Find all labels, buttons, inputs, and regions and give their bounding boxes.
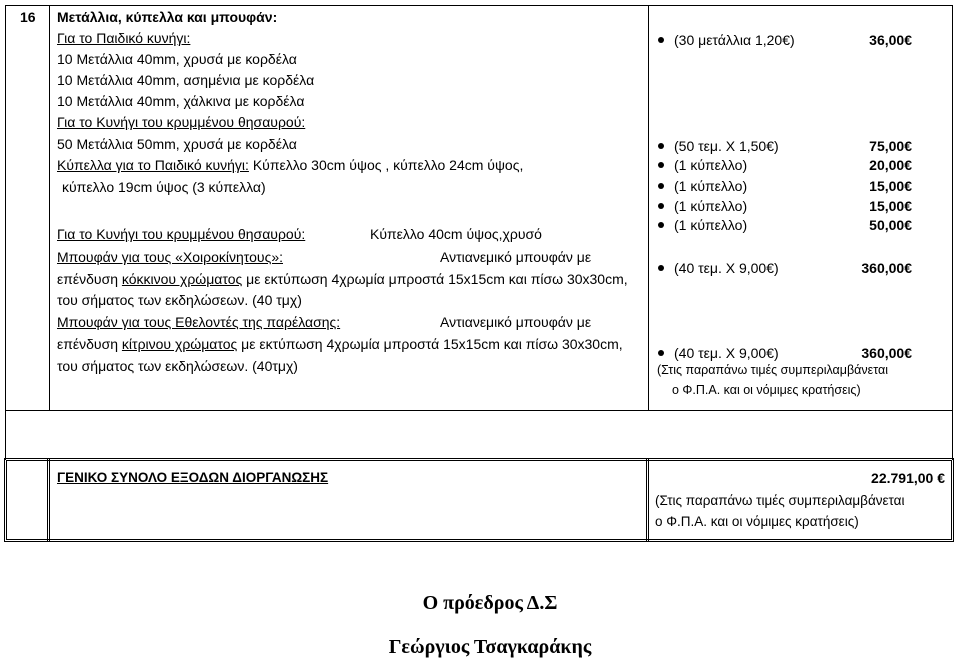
price-label: (50 τεμ. Χ 1,50€) xyxy=(674,138,779,154)
signature-title: Ο πρόεδρος Δ.Σ xyxy=(422,592,558,614)
treasure-hunt-label: Για το Κυνήγι του κρυμμένου θησαυρού: xyxy=(57,114,306,130)
cup-treasure-text: Κύπελλο 40cm ύψος,χρυσό xyxy=(370,226,542,242)
jacket-red-pre: επένδυση xyxy=(57,271,119,287)
table-border-left xyxy=(5,410,6,460)
total-note-line-2: ο Φ.Π.Α. και οι νόμιμες κρατήσεις) xyxy=(655,514,859,529)
medal-bronze-40-line: 10 Μετάλλια 40mm, χάλκινα με κορδέλα xyxy=(57,93,305,109)
medal-gold-40-line: 10 Μετάλλια 40mm, χρυσά με κορδέλα xyxy=(57,51,297,67)
jacket-yellow-color: κίτρινου χρώματος xyxy=(121,336,238,352)
medal-gold-50-line: 50 Μετάλλια 50mm, χρυσά με κορδέλα xyxy=(57,136,297,152)
jacket-yellow-intro: Αντιανεμικό μπουφάν με xyxy=(440,314,592,330)
jacket-red-end: του σήματος των εκδηλώσεων. (40 τμχ) xyxy=(57,292,302,308)
cups-children-text: Κύπελλο 30cm ύψος , κύπελλο 24cm ύψος, xyxy=(252,157,524,173)
total-label: ΓΕΝΙΚΟ ΣΥΝΟΛΟ ΕΞΟΔΩΝ ΔΙΟΡΓΑΝΩΣΗΣ xyxy=(57,470,329,485)
price-label: (1 κύπελλο) xyxy=(674,157,748,173)
price-label: (40 τεμ. Χ 9,00€) xyxy=(674,345,779,361)
price-note-line-1: (Στις παραπάνω τιμές συμπεριλαμβάνεται xyxy=(657,363,888,377)
price-amount: 20,00€ xyxy=(869,157,912,173)
cups-children-line xyxy=(57,157,523,173)
bullet-icon xyxy=(658,143,664,149)
price-amount: 360,00€ xyxy=(861,260,912,276)
price-label: (1 κύπελλο) xyxy=(674,198,748,214)
bullet-icon xyxy=(658,222,664,228)
price-note-line-2: ο Φ.Π.Α. και οι νόμιμες κρατήσεις) xyxy=(672,383,861,397)
price-label: (30 μετάλλια 1,20€) xyxy=(674,32,795,48)
price-row xyxy=(648,198,952,214)
cups-children-line-2: κύπελλο 19cm ύψος (3 κύπελλα) xyxy=(62,179,266,195)
jacket-red-color: κόκκινου χρώματος xyxy=(121,271,243,287)
total-row-divider xyxy=(47,458,50,542)
price-row xyxy=(648,217,952,233)
total-amount: 22.791,00 € xyxy=(871,470,945,486)
signature-name: Γεώργιος Τσαγκαράκης xyxy=(388,636,592,658)
price-row xyxy=(648,345,952,361)
jacket-red-description xyxy=(57,271,628,287)
bullet-icon xyxy=(658,183,664,189)
bullet-icon xyxy=(658,37,664,43)
jacket-yellow-end: του σήματος των εκδηλώσεων. (40τμχ) xyxy=(57,358,298,374)
jacket-red-post: με εκτύπωση 4χρωμία μπροστά 15x15cm και πίσω 30x30cm, xyxy=(246,271,628,287)
bullet-icon xyxy=(658,265,664,271)
price-row xyxy=(648,178,952,194)
item-number-cell xyxy=(5,5,50,411)
children-hunt-label: Για το Παιδικό κυνήγι: xyxy=(57,30,191,46)
item-number: 16 xyxy=(20,9,36,25)
total-note-line-1: (Στις παραπάνω τιμές συμπεριλαμβάνεται xyxy=(655,493,905,508)
jacket-yellow-post: με εκτύπωση 4χρωμία μπροστά 15x15cm και πίσω 30x30cm, xyxy=(241,336,623,352)
price-label: (40 τεμ. Χ 9,00€) xyxy=(674,260,779,276)
jacket-yellow-pre: επένδυση xyxy=(57,336,119,352)
jacket-yellow-description xyxy=(57,336,623,352)
price-row xyxy=(648,157,952,173)
table-border-right xyxy=(952,410,953,460)
price-amount: 360,00€ xyxy=(861,345,912,361)
price-row xyxy=(648,138,952,154)
price-label: (1 κύπελλο) xyxy=(674,178,748,194)
price-amount: 15,00€ xyxy=(869,178,912,194)
price-row xyxy=(648,32,952,48)
price-row xyxy=(648,260,952,276)
price-label: (1 κύπελλο) xyxy=(674,217,748,233)
bullet-icon xyxy=(658,203,664,209)
price-amount: 50,00€ xyxy=(869,217,912,233)
bullet-icon xyxy=(658,162,664,168)
price-amount: 15,00€ xyxy=(869,198,912,214)
cups-children-label: Κύπελλα για το Παιδικό κυνήγι: xyxy=(57,157,249,173)
cup-treasure-label: Για το Κυνήγι του κρυμμένου θησαυρού: xyxy=(57,226,306,242)
jacket-yellow-label: Μπουφάν για τους Εθελοντές της παρέλασης: xyxy=(57,314,341,330)
jacket-red-label: Μπουφάν για τους «Χοιροκίνητους»: xyxy=(57,249,283,265)
medal-silver-40-line: 10 Μετάλλια 40mm, ασημένια με κορδέλα xyxy=(57,72,315,88)
item-heading: Μετάλλια, κύπελλα και μπουφάν: xyxy=(57,9,278,25)
jacket-red-intro: Αντιανεμικό μπουφάν με xyxy=(440,249,592,265)
price-amount: 75,00€ xyxy=(869,138,912,154)
bullet-icon xyxy=(658,350,664,356)
price-amount: 36,00€ xyxy=(869,32,912,48)
total-row-divider xyxy=(646,458,649,542)
